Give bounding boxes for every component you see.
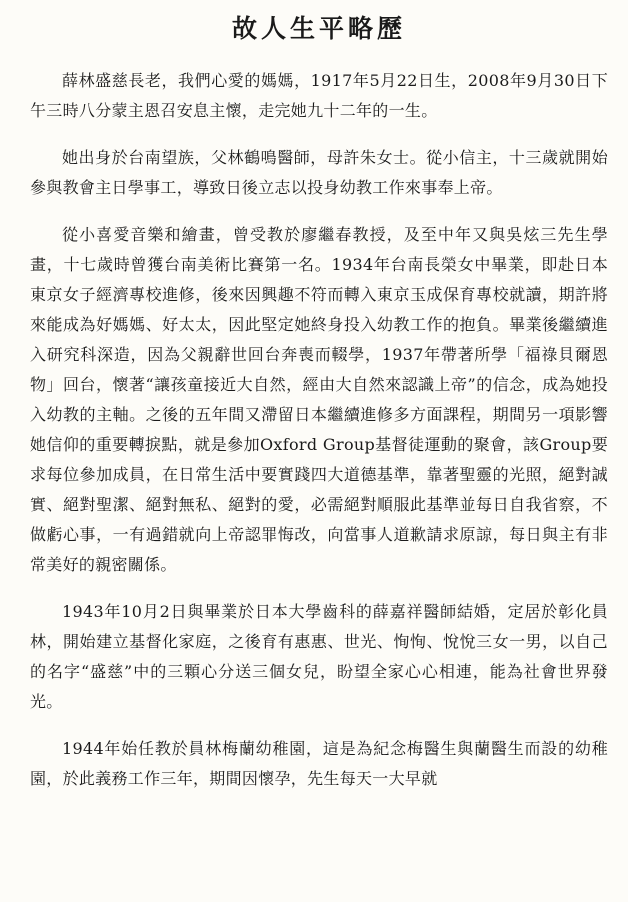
- paragraph-intro: 薛林盛慈長老，我們心愛的媽媽，1917年5月22日生，2008年9月30日下午三時八分蒙主恩召安息主懷，走完她九十二年的一生。: [30, 71, 608, 120]
- page-title: 故人生平略歷: [231, 14, 406, 43]
- paragraph-background: 她出身於台南望族，父林鶴鳴醫師，母許朱女士。從小信主，十三歲就開始參與教會主日學事工，導致日後立志以投身幼教工作來事奉上帝。: [30, 148, 608, 197]
- paragraph-marriage: 1943年10月2日與畢業於日本大學齒科的薛嘉祥醫師結婚，定居於彰化員林，開始建立基督化家庭，之後育有惠惠、世光、恂恂、悅悅三女一男，以自己的名字“盛慈”中的三顆心分送三個女兒，盼望全家心心相連，能為社會世界發光。: [30, 602, 608, 711]
- paragraph-teaching: 1944年始任教於員林梅蘭幼稚園，這是為紀念梅醫生與蘭醫生而設的幼稚園，於此義務工作三年，期間因懷孕，先生每天一大早就: [30, 739, 608, 788]
- paragraph-education: 從小喜愛音樂和繪畫，曾受教於廖繼春教授，及至中年又與吳炫三先生學畫，十七歲時曾獲台南美術比賽第一名。1934年台南長榮女中畢業，即赴日本東京女子經濟專校進修，後來因興趣不符而轉入東京玉成保育專校就讀，期許將來能成為好媽媽、好太太，因此堅定她終身投入幼教工作的抱負。畢業後繼續進入研究科深造，因為父親辭世回台奔喪而輟學，1937年帶著所學「福祿貝爾恩物」回台，懷著“讓孩童接近大自然，經由大自然來認識上帝”的信念，成為她投入幼教的主軸。之後的五年間又滯留日本繼續進修多方面課程，期間另一項影響她信仰的重要轉捩點，就是參加Oxford Group基督徒運動的聚會，該Group要求每位參加成員，在日常生活中要實踐四大道德基準，靠著聖靈的光照，絕對誠實、絕對聖潔、絕對無私、絕對的愛，必需絕對順服此基準並每日自我省察，不做虧心事，一有過錯就向上帝認罪悔改，向當事人道歉請求原諒，每日與主有非常美好的親密關係。: [30, 225, 608, 574]
